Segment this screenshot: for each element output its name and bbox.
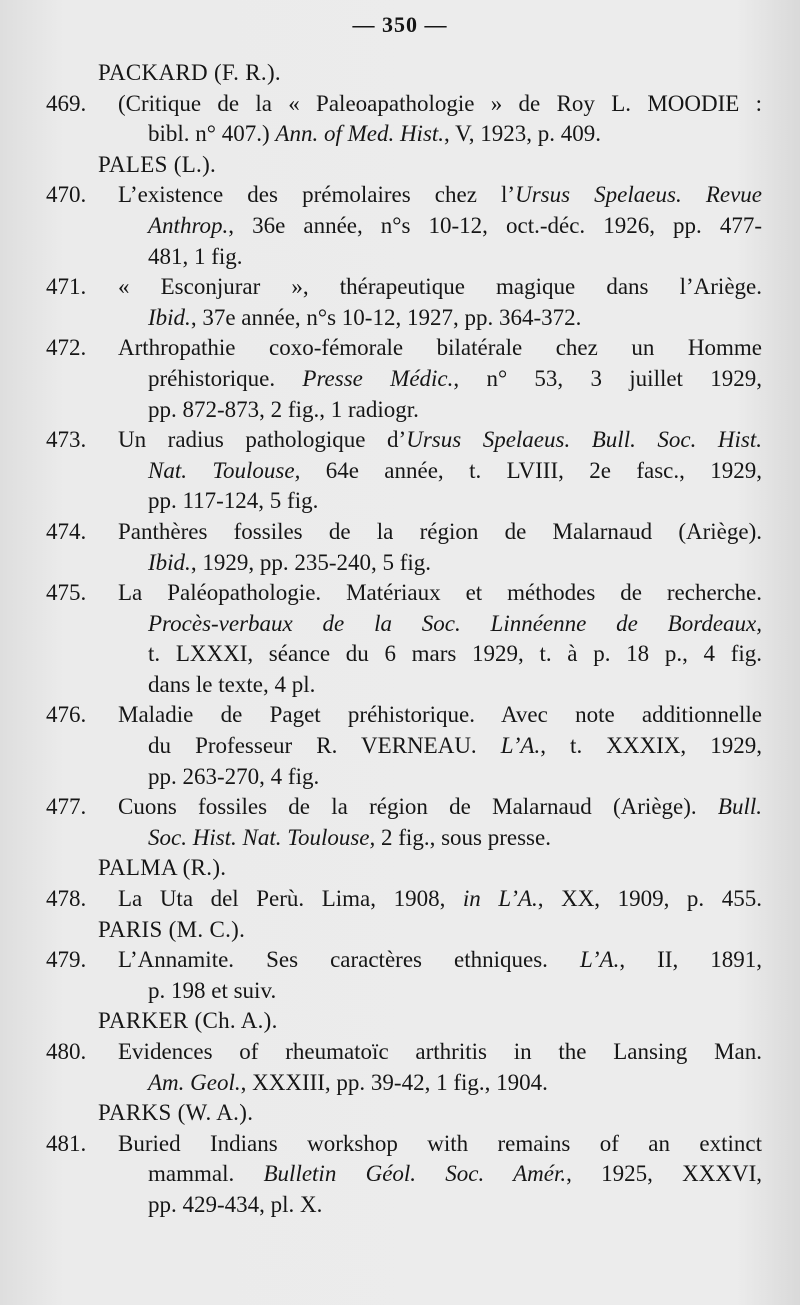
entry-number: 474. xyxy=(46,518,87,544)
entry-text: pp. 117-124, 5 fig. xyxy=(148,488,319,514)
entry-text: (Critique de la « Paleoapathologie » de Roy L. MOODIE : xyxy=(118,90,762,116)
entry-text: , XX, 1909, p. 455. xyxy=(537,886,762,912)
entry-text: « Esconjurar », thérapeutique magique dans l’Ariège. xyxy=(118,274,762,300)
bibliography-entry xyxy=(0,89,800,150)
entry-text: Evidences of rheumatoïc arthritis in the Lansing Man. xyxy=(118,1039,762,1064)
entry-text: , 1929, pp. 235-240, 5 fig. xyxy=(190,549,432,575)
italic-text: Ursus Spelaeus. Bull. Soc. Hist. xyxy=(406,427,762,453)
italic-text: Presse Médic. xyxy=(302,365,454,391)
entry-line xyxy=(118,762,762,793)
entry-line xyxy=(118,700,762,731)
entry-text: du Professeur R. VERNEAU. xyxy=(148,733,501,759)
entry-number: 471. xyxy=(46,274,87,300)
entry-line xyxy=(118,731,762,762)
entry-text: , V, 1923, p. 409. xyxy=(444,121,602,147)
entry-text: bibl. n° 407.) xyxy=(148,121,276,147)
entry-line xyxy=(118,517,762,548)
entry-text: préhistorique. xyxy=(148,365,303,391)
entry-line xyxy=(118,945,762,976)
entry-number: 478. xyxy=(46,886,87,912)
author-heading: PARIS (M. C.). xyxy=(98,916,246,942)
entry-line xyxy=(118,884,762,915)
entry-line xyxy=(118,609,762,640)
entry-line xyxy=(118,639,762,670)
entry-text: , XXXIII, pp. 39-42, 1 fig., 1904. xyxy=(240,1069,548,1095)
entry-line xyxy=(118,823,762,854)
entry-text: dans le texte, 4 pl. xyxy=(148,671,316,697)
entry-line xyxy=(118,364,762,395)
italic-text: L’A. xyxy=(500,733,541,759)
entry-text: Panthères fossiles de la région de Malarnaud (Ariège). xyxy=(118,518,762,544)
italic-text: Bull. xyxy=(717,794,762,820)
entry-text: , 37e année, n°s 10-12, 1927, pp. 364-372. xyxy=(190,304,582,330)
entry-number: 475. xyxy=(46,580,87,606)
entry-line xyxy=(118,1190,762,1221)
italic-text: Anthrop. xyxy=(148,212,229,238)
author-heading: PALMA (R.). xyxy=(98,855,227,881)
author-heading: PARKS (W. A.). xyxy=(98,1100,254,1126)
bibliography-entry xyxy=(0,517,800,578)
entry-line xyxy=(118,456,762,487)
entry-line xyxy=(118,670,762,701)
entry-line xyxy=(118,425,762,456)
entry-text: p. 198 et suiv. xyxy=(148,977,277,1003)
bibliography-entry xyxy=(0,425,800,517)
page-number: — 350 — xyxy=(352,12,448,37)
bibliography-entry xyxy=(0,333,800,425)
italic-text: in L’A. xyxy=(462,886,538,912)
bibliography-entry xyxy=(0,792,800,853)
italic-text: Procès-verbaux de la Soc. Linnéenne de Bordeaux, xyxy=(148,610,762,636)
bibliography-list xyxy=(0,58,800,1221)
entry-line xyxy=(118,792,762,823)
entry-text: , II, 1891, xyxy=(619,947,762,973)
entry-text: L’Annamite. Ses caractères ethniques. xyxy=(118,947,580,973)
italic-text: Ann. of Med. Hist. xyxy=(275,121,445,147)
entry-number: 472. xyxy=(46,335,87,361)
entry-line xyxy=(118,486,762,517)
entry-text: t. LXXXI, séance du 6 mars 1929, t. à p. 18 p., 4 fig. xyxy=(148,641,762,667)
entry-number: 469. xyxy=(46,90,87,116)
bibliography-entry xyxy=(0,700,800,792)
entry-text: Maladie de Paget préhistorique. Avec note additionnelle xyxy=(118,702,762,728)
entry-text: 64e année, t. LVIII, 2e fasc., 1929, xyxy=(300,457,762,483)
entry-text: , 36e année, n°s 10-12, oct.-déc. 1926, pp. 477- xyxy=(228,212,762,238)
italic-text: Ibid. xyxy=(148,304,191,330)
entry-line xyxy=(118,578,762,609)
entry-text: Buried Indians workshop with remains of an extinct xyxy=(118,1130,762,1156)
entry-line xyxy=(118,272,762,303)
entry-text: , t. XXXIX, 1929, xyxy=(540,733,762,759)
entry-line xyxy=(118,303,762,334)
entry-text: L’existence des prémolaires chez l’ xyxy=(118,182,516,208)
italic-text: Nat. Toulouse, xyxy=(148,457,301,483)
entry-text: Arthropathie coxo-fémorale bilatérale chez un Homme xyxy=(118,335,762,361)
entry-line xyxy=(118,242,762,273)
entry-number: 476. xyxy=(46,702,87,728)
entry-text: pp. 429-434, pl. X. xyxy=(148,1191,323,1217)
bibliography-entry xyxy=(0,578,800,700)
bibliography-entry xyxy=(0,1129,800,1221)
entry-number: 473. xyxy=(46,427,87,453)
entry-line xyxy=(118,211,762,242)
entry-number: 481. xyxy=(46,1130,87,1156)
entry-line xyxy=(118,333,762,364)
entry-line xyxy=(118,1159,762,1190)
entry-text: La Paléopathologie. Matériaux et méthodes de recherche. xyxy=(118,580,762,606)
author-heading: PALES (L.). xyxy=(98,151,217,177)
entry-line xyxy=(118,1129,762,1160)
entry-text: 2 fig., sous presse. xyxy=(375,824,551,850)
entry-text: pp. 263-270, 4 fig. xyxy=(148,763,320,789)
entry-number: 479. xyxy=(46,947,87,973)
bibliography-entry xyxy=(0,272,800,333)
entry-text: 481, 1 fig. xyxy=(148,243,243,269)
entry-line xyxy=(118,548,762,579)
italic-text: Ibid. xyxy=(148,549,191,575)
entry-line xyxy=(118,395,762,426)
entry-text: Cuons fossiles de la région de Malarnaud (Ariège). xyxy=(118,794,718,820)
entry-text: , 1925, XXXVI, xyxy=(566,1161,762,1187)
entry-line xyxy=(118,180,762,211)
entry-line xyxy=(118,1037,762,1068)
author-heading: PARKER (Ch. A.). xyxy=(98,1008,278,1034)
bibliography-entry xyxy=(0,180,800,272)
bibliography-entry xyxy=(0,884,800,915)
entry-text: , n° 53, 3 juillet 1929, xyxy=(453,365,762,391)
entry-number: 477. xyxy=(46,794,87,820)
bibliography-entry xyxy=(0,945,800,1006)
entry-line xyxy=(118,89,762,120)
author-heading: PACKARD (F. R.). xyxy=(98,60,281,85)
entry-number: 470. xyxy=(46,182,87,208)
entry-text: Un radius pathologique d’ xyxy=(118,427,407,453)
entry-text: La Uta del Perù. Lima, 1908, xyxy=(118,886,463,912)
italic-text: Bulletin Géol. Soc. Amér. xyxy=(263,1161,567,1187)
italic-text: L’A. xyxy=(579,947,620,973)
bibliography-entry xyxy=(0,1037,800,1098)
entry-number: 480. xyxy=(46,1039,87,1064)
italic-text: Am. Geol. xyxy=(148,1069,241,1095)
entry-line xyxy=(118,119,762,150)
italic-text: Soc. Hist. Nat. Toulouse, xyxy=(148,824,376,850)
entry-line xyxy=(118,976,762,1007)
italic-text: Ursus Spelaeus. Revue xyxy=(515,182,762,208)
entry-line xyxy=(118,1068,762,1099)
entry-text: mammal. xyxy=(148,1161,264,1187)
entry-text: pp. 872-873, 2 fig., 1 radiogr. xyxy=(148,396,419,422)
